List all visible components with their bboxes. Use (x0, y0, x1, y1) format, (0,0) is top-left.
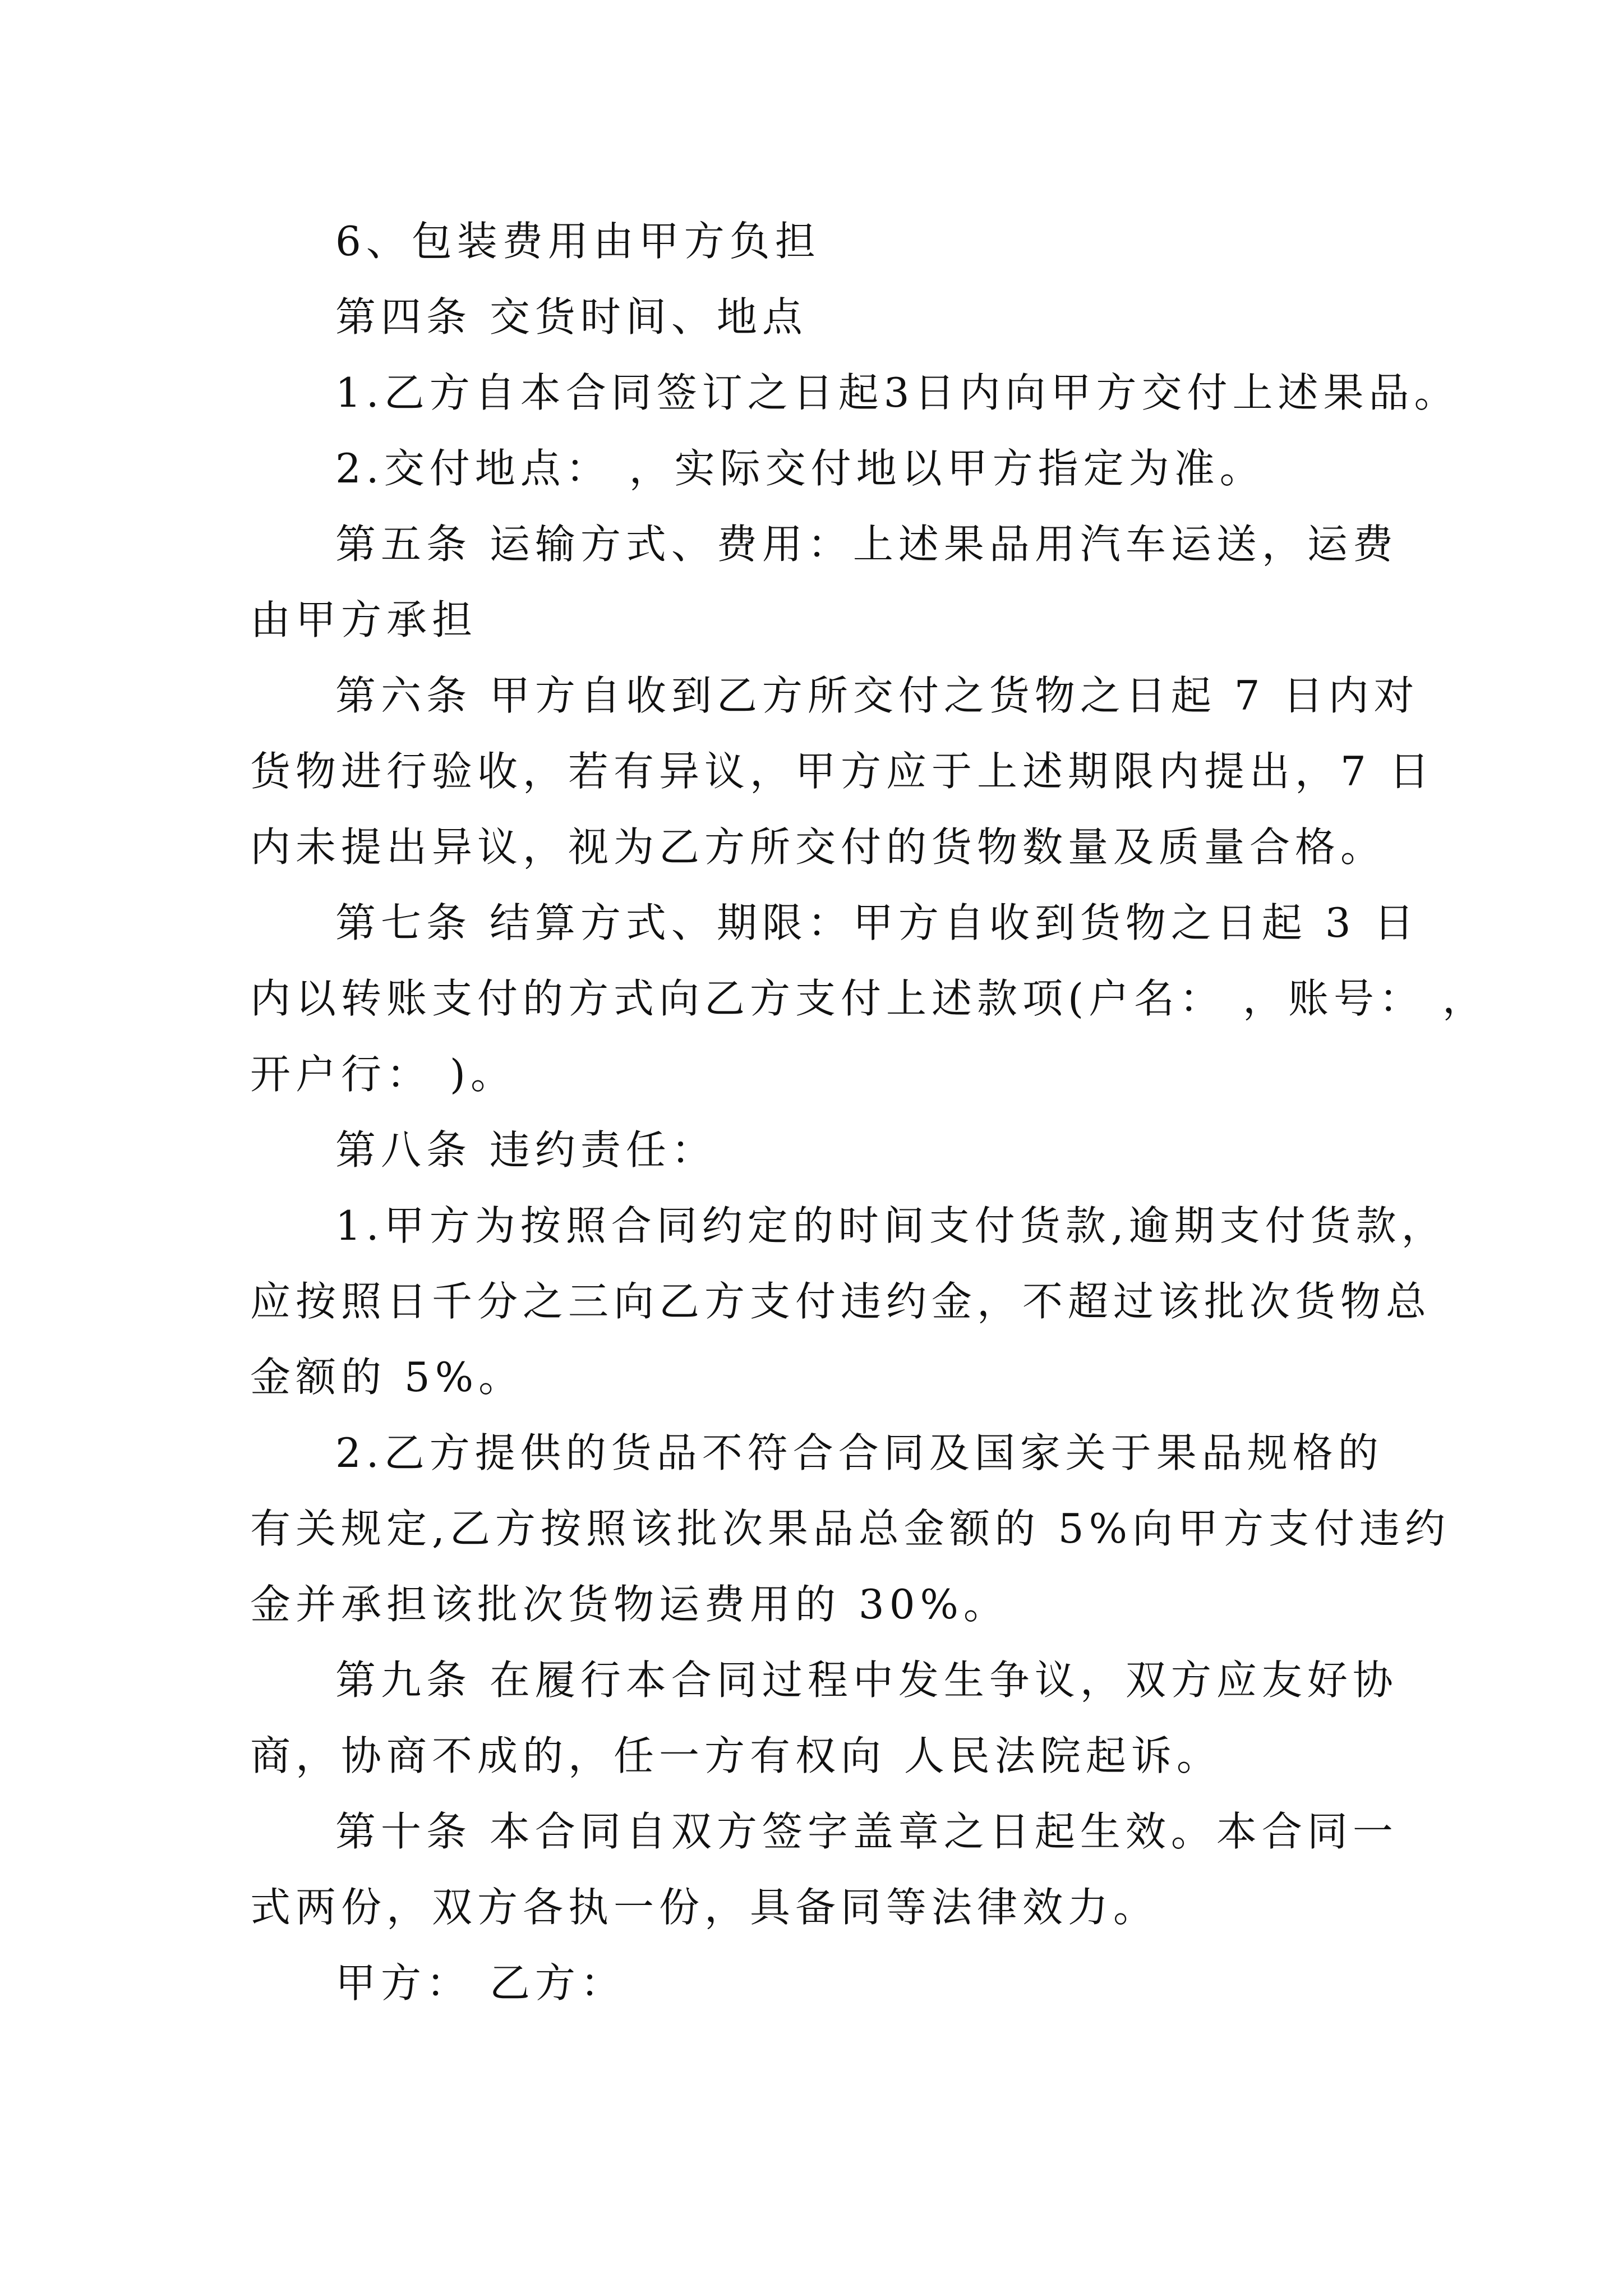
text-line: 1.甲方为按照合同约定的时间支付货款,逾期支付货款， (335, 1202, 1447, 1249)
heading-article-8: 第八条 违约责任： (335, 1126, 717, 1174)
heading-article-5: 第五条 运输方式、费用：上述果品用汽车运送，运费 (335, 521, 1398, 568)
heading-article-4: 第四条 交货时间、地点 (335, 293, 808, 341)
heading-article-9: 第九条 在履行本合同过程中发生争议，双方应友好协 (335, 1657, 1398, 1704)
text-line: 2.乙方提供的货品不符合合同及国家关于果品规格的 (335, 1429, 1384, 1476)
text-line: 开户行： )。 (250, 1051, 516, 1098)
text-line: 货物进行验收，若有异议，甲方应于上述期限内提出，7 日 (250, 748, 1435, 795)
heading-article-7: 第七条 结算方式、期限：甲方自收到货物之日起 3 日 (335, 899, 1419, 946)
text-line: 由甲方承担 (250, 596, 478, 643)
text-line: 应按照日千分之三向乙方支付违约金，不超过该批次货物总 (250, 1278, 1432, 1325)
text-line: 金额的 5%。 (250, 1354, 524, 1401)
text-line: 1.乙方自本合同签订之日起3日内向甲方交付上述果品。 (335, 369, 1460, 416)
text-line-packaging-fee: 6、包装费用由甲方负担 (335, 218, 820, 265)
text-line: 2.交付地点： ，实际交付地以甲方指定为准。 (335, 445, 1265, 492)
signature-line: 甲方： 乙方： (335, 1959, 626, 2007)
text-line: 商，协商不成的，任一方有权向 人民法院起诉。 (250, 1732, 1222, 1779)
text-line: 有关规定,乙方按照该批次果品总金额的 5%向甲方支付违约 (250, 1505, 1450, 1552)
text-line: 内以转账支付的方式向乙方支付上述款项(户名： ，账号： ， (250, 975, 1488, 1022)
heading-article-10: 第十条 本合同自双方签字盖章之日起生效。本合同一 (335, 1808, 1398, 1855)
text-line: 式两份，双方各执一份，具备同等法律效力。 (250, 1884, 1159, 1931)
heading-article-6: 第六条 甲方自收到乙方所交付之货物之日起 7 日内对 (335, 672, 1419, 719)
text-line: 金并承担该批次货物运费用的 30%。 (250, 1581, 1009, 1628)
text-line: 内未提出异议，视为乙方所交付的货物数量及质量合格。 (250, 823, 1386, 871)
